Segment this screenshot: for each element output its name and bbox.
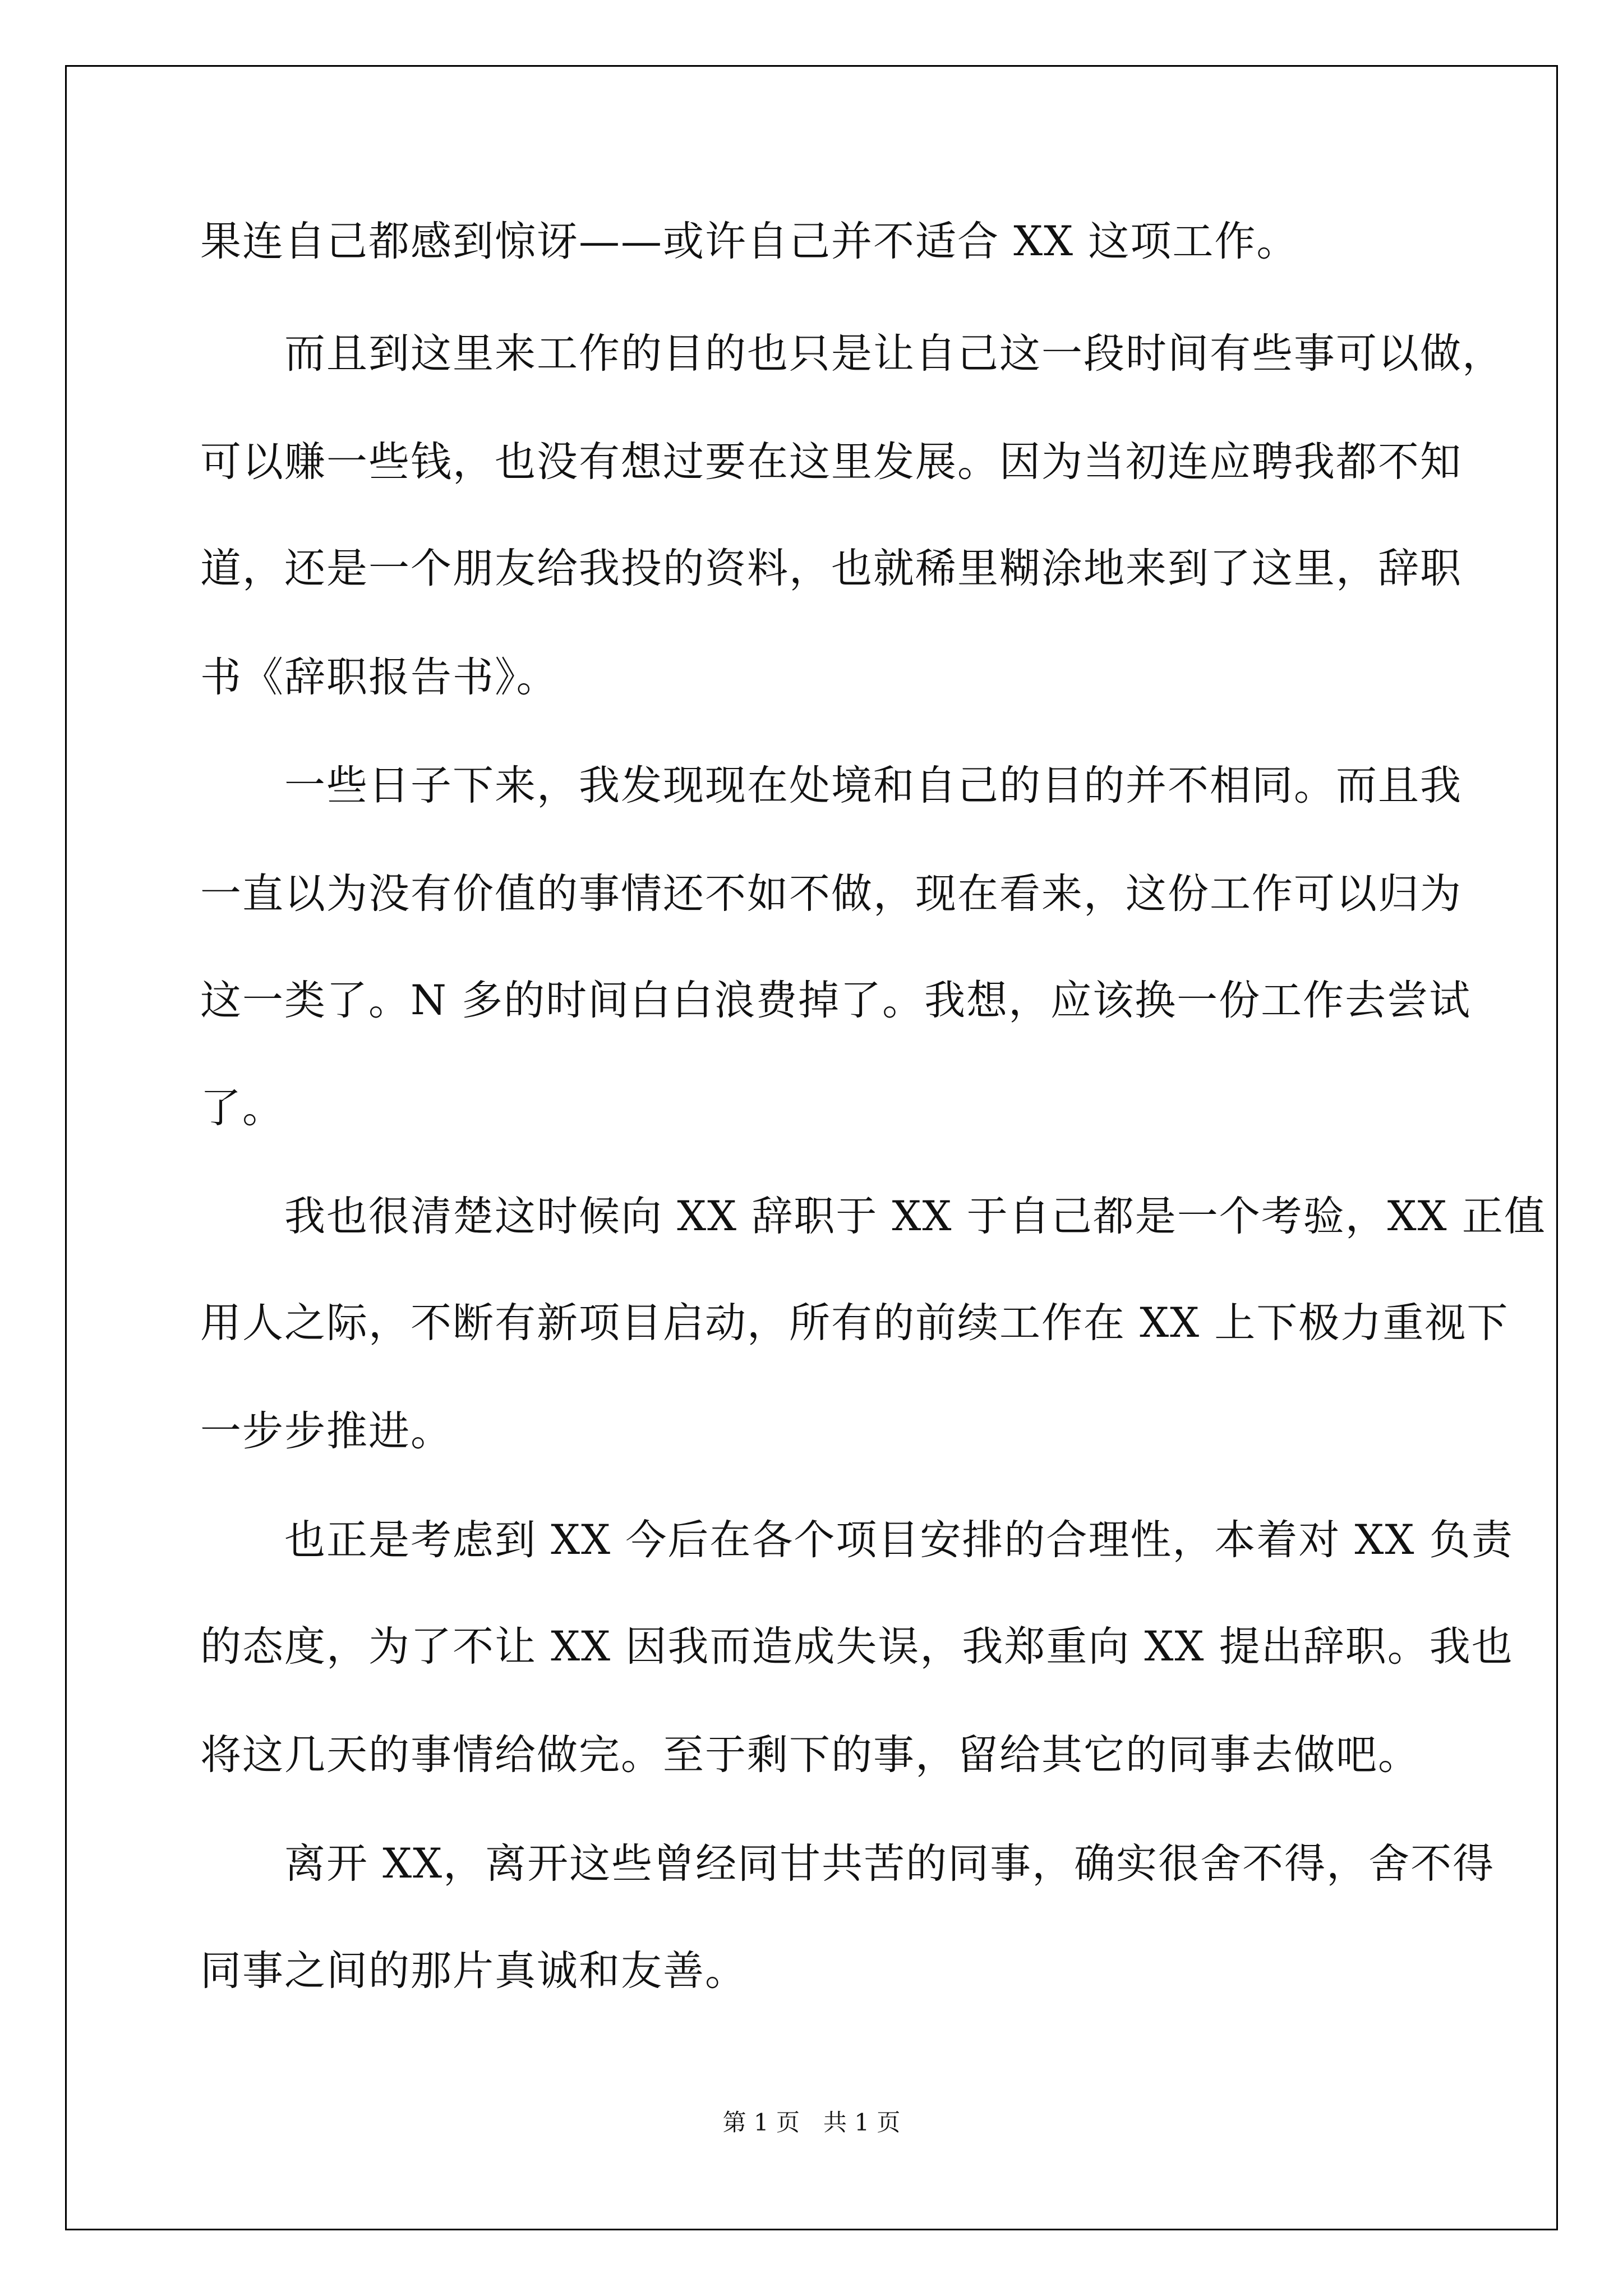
body-line-16: 离开 XX，离开这些曾经同甘共苦的同事，确实很舍不得，舍不得 (200, 1840, 1495, 1888)
body-line-6: 一些日子下来，我发现现在处境和自己的目的并不相同。而且我 (200, 762, 1462, 809)
body-line-7: 一直以为没有价值的事情还不如不做，现在看来，这份工作可以归为 (200, 870, 1462, 918)
body-line-9: 了。 (200, 1084, 284, 1132)
body-line-2: 而且到这里来工作的目的也只是让自己这一段时间有些事可以做， (200, 330, 1504, 378)
body-line-5: 书《辞职报告书》。 (200, 654, 559, 701)
body-line-10: 我也很清楚这时候向 XX 辞职于 XX 于自己都是一个考验，XX 正值 (200, 1193, 1546, 1240)
body-line-14: 的态度，为了不让 XX 因我而造成失误，我郑重向 XX 提出辞职。我也 (200, 1623, 1514, 1671)
body-line-3: 可以赚一些钱，也没有想过要在这里发展。因为当初连应聘我都不知 (200, 438, 1462, 486)
page-footer: 第 1 页 共 1 页 (722, 2109, 901, 2136)
body-line-4: 道，还是一个朋友给我投的资料，也就稀里糊涂地来到了这里，辞职 (200, 545, 1462, 592)
body-line-13: 也正是考虑到 XX 今后在各个项目安排的合理性，本着对 XX 负责 (200, 1516, 1514, 1564)
body-line-8: 这一类了。N 多的时间白白浪费掉了。我想，应该换一份工作去尝试 (200, 977, 1472, 1024)
body-line-17: 同事之间的那片真诚和友善。 (200, 1947, 747, 1995)
page-border (65, 65, 1558, 2230)
body-line-12: 一步步推进。 (200, 1407, 453, 1455)
body-line-1: 果连自己都感到惊讶——或许自己并不适合 XX 这项工作。 (200, 218, 1299, 265)
body-line-15: 将这几天的事情给做完。至于剩下的事，留给其它的同事去做吧。 (200, 1731, 1420, 1779)
body-line-11: 用人之际，不断有新项目启动，所有的前续工作在 XX 上下极力重视下 (200, 1299, 1509, 1347)
